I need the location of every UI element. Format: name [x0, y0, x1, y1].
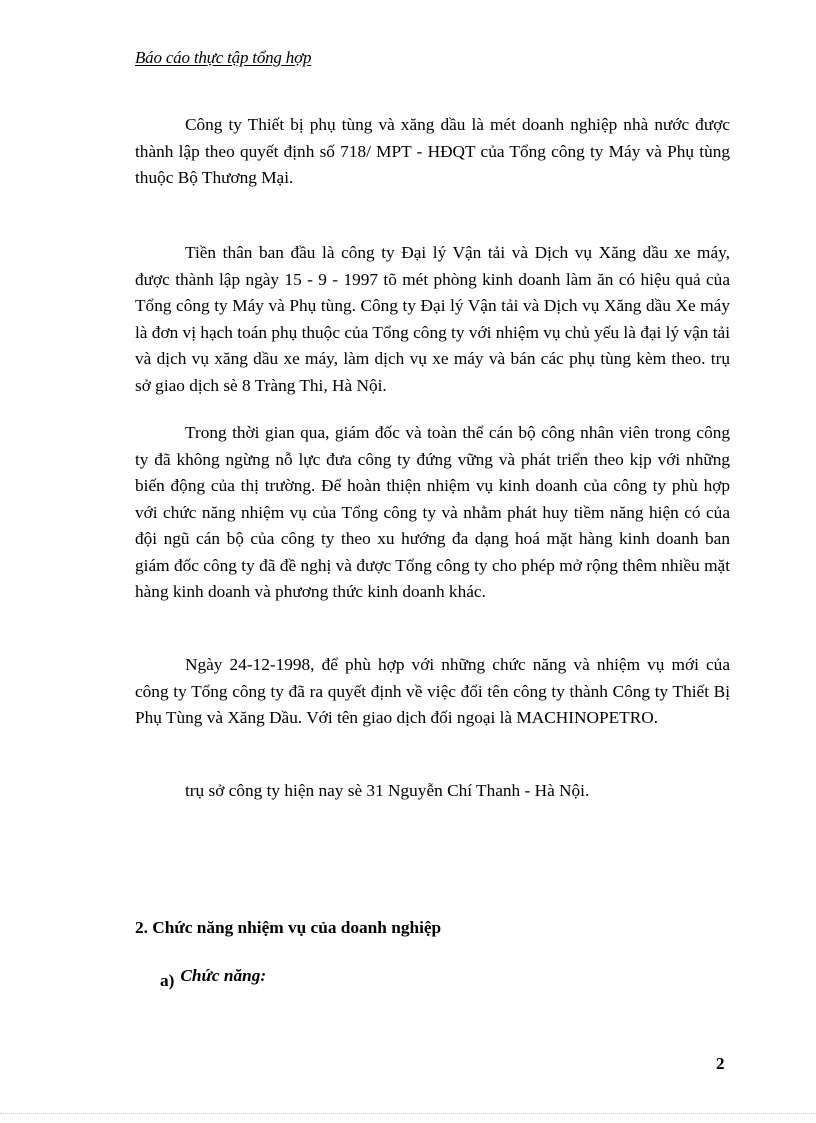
sub-heading-marker: a) — [160, 971, 175, 990]
sub-heading — [160, 966, 266, 991]
paragraph-company-rename: Ngày 24-12-1998, để phù hợp với những chức năng và nhiệm vụ mới của công ty Tổng công ty đã ra quyết định về việc đổi tên công ty thành Công ty Thiết Bị Phụ Tùng và Xăng Dầu. Với tên giao dịch đối ngoại là MACHINOPETRO. — [135, 655, 730, 727]
page-bottom-divider — [0, 1113, 816, 1114]
paragraph-company-development: Trong thời gian qua, giám đốc và toàn thể cán bộ công nhân viên trong công ty đã không ngừng nỗ lực đưa công ty đứng vững và phát triển theo kịp với những biến động của thị trường. Để hoàn thiện nhiệm vụ kinh doanh của công ty phù hợp với chức năng nhiệm vụ của Tổng công ty và nhằm phát huy tiềm năng hiện có của đội ngũ cán bộ của công ty theo xu hướng đa dạng hoá mặt hàng kinh doanh ban giám đốc công ty đã đề nghị và được Tổng công ty cho phép mở rộng thêm nhiều mặt hàng kinh doanh và phương thức kinh doanh khác. — [135, 423, 730, 601]
section-heading: 2. Chức năng nhiệm vụ của doanh nghiệp — [135, 918, 442, 937]
paragraph-company-address: trụ sở công ty hiện nay sè 31 Nguyễn Chí Thanh - Hà Nội. — [185, 781, 590, 800]
running-header: Báo cáo thực tập tổng hợp — [135, 48, 312, 67]
paragraph-company-intro: Công ty Thiết bị phụ tùng và xăng dầu là mét doanh nghiệp nhà nước được thành lập theo quyết định số 718/ MPT - HĐQT của Tổng công ty Máy và Phụ tùng thuộc Bộ Thương Mại. — [135, 115, 730, 187]
paragraph-company-history: Tiền thân ban đầu là công ty Đại lý Vận tải và Dịch vụ Xăng dầu xe máy, được thành lập ngày 15 - 9 - 1997 tõ mét phòng kinh doanh làm ăn có hiệu quả của Tổng công ty Máy và Phụ tùng. Công ty Đại lý Vận tải và Dịch vụ Xăng dầu Xe máy là đơn vị hạch toán phụ thuộc của Tổng công ty với nhiệm vụ chủ yếu là đại lý vận tải và dịch vụ xăng dầu xe máy, làm dịch vụ xe máy và bán các phụ tùng kèm theo. trụ sở giao dịch sè 8 Tràng Thi, Hà Nội. — [135, 243, 730, 395]
page-number: 2 — [716, 1054, 725, 1073]
sub-heading-label: Chức năng: — [180, 966, 267, 985]
